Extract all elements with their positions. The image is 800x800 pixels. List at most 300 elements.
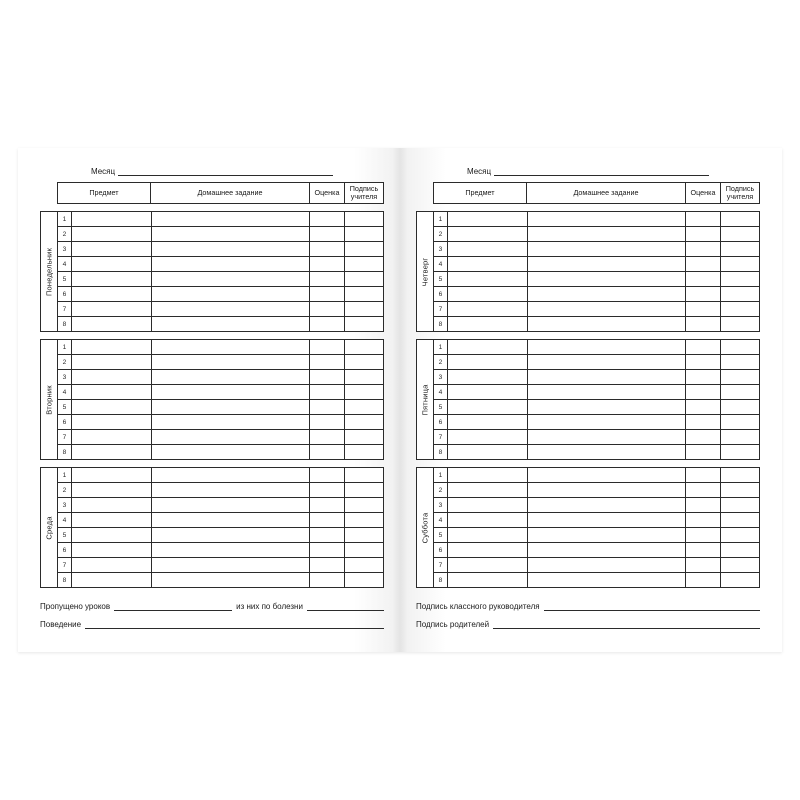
row-number: 6	[58, 543, 72, 558]
cell-mark[interactable]	[686, 543, 721, 558]
cell-homework[interactable]	[528, 415, 686, 430]
day-block-saturday	[416, 467, 760, 588]
cell-homework[interactable]	[152, 242, 310, 257]
header-mark-right: Оценка	[686, 183, 721, 204]
table-row[interactable]	[434, 287, 760, 302]
table-row[interactable]	[434, 400, 760, 415]
cell-homework[interactable]	[152, 483, 310, 498]
cell-signature[interactable]	[345, 445, 384, 460]
class-teacher-signature-input[interactable]	[544, 601, 760, 611]
table-row[interactable]	[58, 355, 384, 370]
cell-homework[interactable]	[152, 317, 310, 332]
row-number: 6	[434, 287, 448, 302]
table-row[interactable]	[58, 272, 384, 287]
cell-subject[interactable]	[448, 528, 528, 543]
cell-subject[interactable]	[72, 445, 152, 460]
cell-homework[interactable]	[528, 355, 686, 370]
cell-subject[interactable]	[448, 242, 528, 257]
month-line-left	[40, 164, 384, 176]
cell-signature[interactable]	[721, 272, 760, 287]
cell-signature[interactable]	[345, 242, 384, 257]
cell-homework[interactable]	[528, 430, 686, 445]
cell-homework[interactable]	[528, 468, 686, 483]
cell-mark[interactable]	[310, 415, 345, 430]
cell-subject[interactable]	[72, 355, 152, 370]
table-row[interactable]	[434, 573, 760, 588]
cell-mark[interactable]	[686, 400, 721, 415]
left-table-header-wrap	[40, 182, 384, 204]
table-row[interactable]	[58, 212, 384, 227]
cell-signature[interactable]	[345, 317, 384, 332]
row-number: 1	[434, 212, 448, 227]
cell-mark[interactable]	[310, 573, 345, 588]
row-number: 6	[434, 415, 448, 430]
cell-signature[interactable]	[721, 370, 760, 385]
cell-subject[interactable]	[448, 287, 528, 302]
row-number: 2	[58, 483, 72, 498]
cell-signature[interactable]	[721, 543, 760, 558]
cell-homework[interactable]	[528, 573, 686, 588]
cell-subject[interactable]	[448, 302, 528, 317]
cell-signature[interactable]	[345, 385, 384, 400]
table-row[interactable]	[434, 227, 760, 242]
cell-mark[interactable]	[310, 468, 345, 483]
cell-homework[interactable]	[528, 498, 686, 513]
cell-subject[interactable]	[448, 317, 528, 332]
cell-subject[interactable]	[72, 528, 152, 543]
row-number: 4	[58, 385, 72, 400]
cell-subject[interactable]	[72, 558, 152, 573]
cell-homework[interactable]	[152, 370, 310, 385]
row-number: 4	[58, 513, 72, 528]
table-row[interactable]	[434, 445, 760, 460]
header-subject-left: Предмет	[58, 183, 151, 204]
table-row[interactable]	[58, 483, 384, 498]
cell-mark[interactable]	[686, 340, 721, 355]
table-row[interactable]	[434, 513, 760, 528]
cell-homework[interactable]	[152, 272, 310, 287]
cell-mark[interactable]	[686, 370, 721, 385]
cell-mark[interactable]	[310, 558, 345, 573]
cell-subject[interactable]	[72, 212, 152, 227]
cell-signature[interactable]	[721, 385, 760, 400]
row-number: 3	[434, 370, 448, 385]
cell-homework[interactable]	[152, 430, 310, 445]
cell-subject[interactable]	[72, 340, 152, 355]
cell-signature[interactable]	[345, 302, 384, 317]
cell-mark[interactable]	[310, 302, 345, 317]
cell-subject[interactable]	[72, 385, 152, 400]
cell-signature[interactable]	[345, 573, 384, 588]
right-footer	[416, 597, 760, 629]
cell-homework[interactable]	[152, 573, 310, 588]
row-number: 2	[58, 227, 72, 242]
cell-signature[interactable]	[721, 445, 760, 460]
cell-homework[interactable]	[528, 242, 686, 257]
cell-homework[interactable]	[528, 445, 686, 460]
cell-homework[interactable]	[528, 400, 686, 415]
parents-signature-input[interactable]	[493, 619, 760, 629]
cell-signature[interactable]	[345, 257, 384, 272]
rows-monday	[57, 211, 384, 332]
row-number: 1	[58, 468, 72, 483]
cell-subject[interactable]	[448, 385, 528, 400]
row-number: 5	[58, 528, 72, 543]
row-number: 5	[434, 400, 448, 415]
cell-homework[interactable]	[152, 543, 310, 558]
table-row[interactable]	[434, 242, 760, 257]
row-number: 3	[58, 498, 72, 513]
cell-homework[interactable]	[152, 513, 310, 528]
diary-spread	[18, 148, 782, 652]
table-row[interactable]	[434, 415, 760, 430]
cell-subject[interactable]	[448, 430, 528, 445]
cell-homework[interactable]	[528, 257, 686, 272]
table-row[interactable]	[434, 498, 760, 513]
cell-signature[interactable]	[345, 415, 384, 430]
cell-homework[interactable]	[152, 468, 310, 483]
cell-signature[interactable]	[721, 302, 760, 317]
cell-mark[interactable]	[310, 227, 345, 242]
day-block-tuesday	[40, 339, 384, 460]
cell-mark[interactable]	[686, 317, 721, 332]
cell-subject[interactable]	[448, 227, 528, 242]
header-subject-right: Предмет	[434, 183, 527, 204]
cell-homework[interactable]	[528, 340, 686, 355]
table-row[interactable]	[58, 287, 384, 302]
cell-mark[interactable]	[686, 430, 721, 445]
cell-homework[interactable]	[152, 212, 310, 227]
cell-mark[interactable]	[310, 370, 345, 385]
cell-homework[interactable]	[152, 400, 310, 415]
row-number: 7	[434, 430, 448, 445]
month-write-line-right[interactable]	[494, 167, 709, 176]
cell-mark[interactable]	[310, 513, 345, 528]
cell-homework[interactable]	[152, 445, 310, 460]
cell-signature[interactable]	[345, 227, 384, 242]
table-row[interactable]	[58, 430, 384, 445]
row-number: 8	[434, 317, 448, 332]
cell-homework[interactable]	[152, 227, 310, 242]
cell-homework[interactable]	[152, 528, 310, 543]
cell-subject[interactable]	[72, 543, 152, 558]
cell-mark[interactable]	[686, 483, 721, 498]
table-row[interactable]	[434, 558, 760, 573]
table-row[interactable]	[58, 468, 384, 483]
cell-homework[interactable]	[528, 483, 686, 498]
cell-signature[interactable]	[345, 400, 384, 415]
rows-saturday	[433, 467, 760, 588]
cell-mark[interactable]	[310, 212, 345, 227]
cell-signature[interactable]	[345, 212, 384, 227]
cell-homework[interactable]	[528, 528, 686, 543]
cell-subject[interactable]	[72, 257, 152, 272]
cell-signature[interactable]	[721, 400, 760, 415]
day-block-friday	[416, 339, 760, 460]
due-illness-input[interactable]	[307, 601, 384, 611]
behaviour-input[interactable]	[85, 619, 384, 629]
cell-mark[interactable]	[310, 385, 345, 400]
cell-signature[interactable]	[721, 355, 760, 370]
cell-homework[interactable]	[152, 340, 310, 355]
table-row[interactable]	[434, 528, 760, 543]
table-row[interactable]	[434, 340, 760, 355]
cell-signature[interactable]	[345, 483, 384, 498]
cell-subject[interactable]	[448, 558, 528, 573]
cell-signature[interactable]	[345, 430, 384, 445]
header-homework-right: Домашнее задание	[527, 183, 686, 204]
cell-signature[interactable]	[345, 340, 384, 355]
cell-subject[interactable]	[448, 355, 528, 370]
table-row[interactable]	[434, 468, 760, 483]
day-label-saturday: Суббота	[416, 467, 433, 588]
table-row[interactable]	[58, 302, 384, 317]
table-row[interactable]	[58, 415, 384, 430]
table-row[interactable]	[434, 385, 760, 400]
cell-homework[interactable]	[528, 272, 686, 287]
table-row[interactable]	[58, 498, 384, 513]
cell-mark[interactable]	[310, 242, 345, 257]
cell-signature[interactable]	[345, 498, 384, 513]
cell-signature[interactable]	[721, 528, 760, 543]
cell-subject[interactable]	[448, 415, 528, 430]
cell-mark[interactable]	[686, 468, 721, 483]
day-block-wednesday	[40, 467, 384, 588]
row-number: 2	[434, 227, 448, 242]
cell-subject[interactable]	[72, 287, 152, 302]
cell-signature[interactable]	[345, 287, 384, 302]
cell-signature[interactable]	[721, 287, 760, 302]
cell-subject[interactable]	[448, 340, 528, 355]
table-row[interactable]	[434, 212, 760, 227]
cell-subject[interactable]	[448, 445, 528, 460]
table-row[interactable]	[58, 370, 384, 385]
cell-subject[interactable]	[448, 573, 528, 588]
table-row[interactable]	[434, 355, 760, 370]
row-number: 3	[434, 242, 448, 257]
rows-tuesday	[57, 339, 384, 460]
table-row[interactable]	[58, 385, 384, 400]
cell-subject[interactable]	[72, 242, 152, 257]
cell-subject[interactable]	[72, 498, 152, 513]
cell-homework[interactable]	[528, 543, 686, 558]
cell-signature[interactable]	[721, 340, 760, 355]
cell-signature[interactable]	[721, 212, 760, 227]
cell-subject[interactable]	[72, 573, 152, 588]
cell-signature[interactable]	[721, 317, 760, 332]
cell-mark[interactable]	[310, 317, 345, 332]
cell-signature[interactable]	[721, 498, 760, 513]
table-row[interactable]	[434, 543, 760, 558]
table-row[interactable]	[434, 317, 760, 332]
cell-signature[interactable]	[721, 242, 760, 257]
cell-homework[interactable]	[528, 370, 686, 385]
day-label-tuesday: Вторник	[40, 339, 57, 460]
cell-mark[interactable]	[310, 483, 345, 498]
cell-homework[interactable]	[152, 498, 310, 513]
cell-homework[interactable]	[528, 558, 686, 573]
cell-mark[interactable]	[310, 528, 345, 543]
cell-signature[interactable]	[345, 468, 384, 483]
right-table-header	[433, 182, 760, 204]
cell-subject[interactable]	[448, 400, 528, 415]
cell-subject[interactable]	[448, 370, 528, 385]
cell-mark[interactable]	[686, 287, 721, 302]
cell-homework[interactable]	[152, 302, 310, 317]
cell-subject[interactable]	[72, 272, 152, 287]
class-teacher-signature-label: Подпись классного руководителя	[416, 602, 540, 611]
cell-homework[interactable]	[152, 558, 310, 573]
cell-mark[interactable]	[686, 212, 721, 227]
cell-subject[interactable]	[72, 302, 152, 317]
table-row[interactable]	[58, 513, 384, 528]
cell-mark[interactable]	[310, 355, 345, 370]
cell-signature[interactable]	[345, 370, 384, 385]
cell-subject[interactable]	[72, 400, 152, 415]
cell-mark[interactable]	[686, 227, 721, 242]
cell-subject[interactable]	[448, 257, 528, 272]
cell-subject[interactable]	[72, 513, 152, 528]
cell-homework[interactable]	[152, 355, 310, 370]
table-row[interactable]	[58, 445, 384, 460]
left-table-header	[57, 182, 384, 204]
cell-subject[interactable]	[72, 430, 152, 445]
due-illness-label: из них по болезни	[236, 602, 303, 611]
cell-signature[interactable]	[345, 558, 384, 573]
row-number: 7	[58, 558, 72, 573]
table-row[interactable]	[434, 483, 760, 498]
cell-signature[interactable]	[721, 483, 760, 498]
cell-mark[interactable]	[686, 385, 721, 400]
rows-thursday	[433, 211, 760, 332]
cell-signature[interactable]	[721, 468, 760, 483]
table-row[interactable]	[434, 302, 760, 317]
header-signature-left: Подпись учителя	[345, 183, 384, 204]
table-row[interactable]	[58, 257, 384, 272]
cell-subject[interactable]	[448, 212, 528, 227]
cell-signature[interactable]	[721, 430, 760, 445]
cell-mark[interactable]	[686, 528, 721, 543]
cell-mark[interactable]	[686, 445, 721, 460]
cell-mark[interactable]	[310, 400, 345, 415]
cell-mark[interactable]	[310, 287, 345, 302]
cell-homework[interactable]	[528, 513, 686, 528]
cell-homework[interactable]	[152, 287, 310, 302]
cell-subject[interactable]	[72, 468, 152, 483]
cell-homework[interactable]	[152, 415, 310, 430]
row-number: 8	[58, 445, 72, 460]
cell-signature[interactable]	[345, 355, 384, 370]
cell-mark[interactable]	[686, 272, 721, 287]
cell-subject[interactable]	[448, 513, 528, 528]
cell-signature[interactable]	[721, 513, 760, 528]
cell-subject[interactable]	[448, 498, 528, 513]
table-row[interactable]	[58, 543, 384, 558]
day-label-thursday: Четверг	[416, 211, 433, 332]
table-row[interactable]	[58, 242, 384, 257]
cell-signature[interactable]	[721, 415, 760, 430]
row-number: 4	[434, 385, 448, 400]
row-number: 5	[58, 272, 72, 287]
cell-homework[interactable]	[152, 257, 310, 272]
row-number: 7	[58, 302, 72, 317]
row-number: 5	[434, 528, 448, 543]
cell-homework[interactable]	[152, 385, 310, 400]
cell-signature[interactable]	[721, 558, 760, 573]
cell-homework[interactable]	[528, 287, 686, 302]
table-row[interactable]	[58, 400, 384, 415]
table-row[interactable]	[58, 528, 384, 543]
cell-subject[interactable]	[72, 227, 152, 242]
cell-homework[interactable]	[528, 302, 686, 317]
cell-mark[interactable]	[310, 430, 345, 445]
table-row[interactable]	[58, 317, 384, 332]
cell-mark[interactable]	[686, 573, 721, 588]
cell-mark[interactable]	[310, 272, 345, 287]
cell-subject[interactable]	[448, 272, 528, 287]
cell-mark[interactable]	[686, 415, 721, 430]
cell-mark[interactable]	[686, 513, 721, 528]
cell-signature[interactable]	[345, 272, 384, 287]
cell-signature[interactable]	[345, 528, 384, 543]
month-write-line-left[interactable]	[118, 167, 333, 176]
cell-homework[interactable]	[528, 212, 686, 227]
cell-homework[interactable]	[528, 317, 686, 332]
missed-lessons-input[interactable]	[114, 601, 232, 611]
month-label-right: Месяц	[466, 167, 492, 176]
cell-subject[interactable]	[448, 468, 528, 483]
cell-mark[interactable]	[686, 355, 721, 370]
cell-signature[interactable]	[721, 227, 760, 242]
cell-homework[interactable]	[528, 385, 686, 400]
table-row[interactable]	[434, 430, 760, 445]
cell-mark[interactable]	[310, 257, 345, 272]
cell-signature[interactable]	[721, 257, 760, 272]
row-number: 5	[58, 400, 72, 415]
row-number: 1	[434, 468, 448, 483]
cell-homework[interactable]	[528, 227, 686, 242]
cell-mark[interactable]	[310, 340, 345, 355]
table-row[interactable]	[58, 573, 384, 588]
cell-mark[interactable]	[686, 302, 721, 317]
table-row[interactable]	[58, 340, 384, 355]
cell-signature[interactable]	[721, 573, 760, 588]
cell-subject[interactable]	[72, 415, 152, 430]
cell-subject[interactable]	[72, 483, 152, 498]
row-number: 8	[434, 445, 448, 460]
cell-mark[interactable]	[310, 445, 345, 460]
row-number: 1	[58, 340, 72, 355]
cell-subject[interactable]	[72, 370, 152, 385]
cell-signature[interactable]	[345, 543, 384, 558]
cell-subject[interactable]	[72, 317, 152, 332]
cell-subject[interactable]	[448, 543, 528, 558]
cell-subject[interactable]	[448, 483, 528, 498]
cell-mark[interactable]	[686, 498, 721, 513]
cell-mark[interactable]	[686, 242, 721, 257]
table-row[interactable]	[434, 370, 760, 385]
behaviour-label: Поведение	[40, 620, 82, 629]
table-row[interactable]	[434, 272, 760, 287]
cell-signature[interactable]	[345, 513, 384, 528]
table-row[interactable]	[58, 227, 384, 242]
table-row[interactable]	[434, 257, 760, 272]
cell-mark[interactable]	[686, 257, 721, 272]
cell-mark[interactable]	[310, 543, 345, 558]
cell-mark[interactable]	[686, 558, 721, 573]
cell-mark[interactable]	[310, 498, 345, 513]
table-row[interactable]	[58, 558, 384, 573]
